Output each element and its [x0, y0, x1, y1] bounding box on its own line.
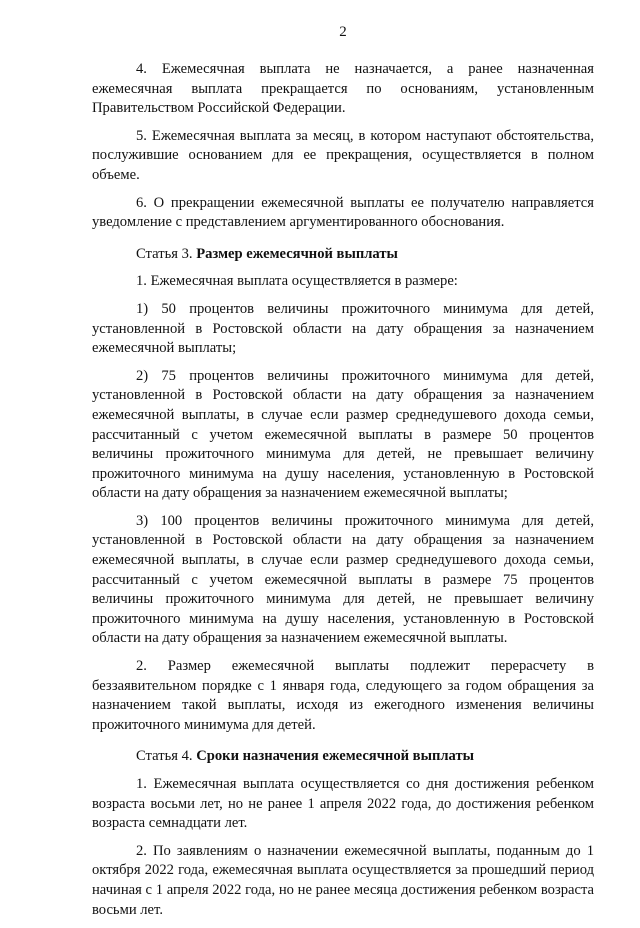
article4-item-2: 2. По заявлениям о назначении ежемесячной выплаты, поданным до 1 октября 2022 года, ежемесячная выплата осуществляется за прошедший период начиная с 1 апреля 2022 года, но не ранее месяца достижения ребенком возраста восьми лет.: [92, 842, 594, 918]
article3-prefix: Статья 3.: [136, 245, 193, 262]
article4-heading: [92, 747, 594, 767]
article4-item-1: 1. Ежемесячная выплата осуществляется со дня достижения ребенком возраста восьми лет, но не ранее 1 апреля 2022 года, до достижения ребенком возраста семнадцати лет.: [92, 776, 594, 832]
article3-item-1: 1. Ежемесячная выплата осуществляется в размере:: [136, 273, 458, 290]
page-number: 2: [339, 24, 347, 40]
article2-item-4: 4. Ежемесячная выплата не назначается, а ранее назначенная ежемесячная выплата прекращается по основаниям, установленным Правительством Российской Федерации.: [92, 61, 594, 117]
article3-subitem-3: 3) 100 процентов величины прожиточного минимума для детей, установленной в Ростовской области на дату обращения за назначением ежемесячной выплаты, в случае если размер среднедушевого дохода семьи, рассчитанный с учетом ежемесячной выплаты в размере 75 процентов величины прожиточного минимума для детей, не превышает величину прожиточного минимума на душу населения, установленную в Ростовской области на дату обращения за назначением ежемесячной выплаты.: [92, 512, 594, 647]
document-body: [92, 60, 594, 928]
article3-heading: [92, 245, 594, 265]
article2-item-5: 5. Ежемесячная выплата за месяц, в котором наступают обстоятельства, послужившие основанием для ее прекращения, осуществляется в полном объеме.: [92, 127, 594, 183]
article3-subitem-2: 2) 75 процентов величины прожиточного минимума для детей, установленной в Ростовской области на дату обращения за назначением ежемесячной выплаты, в случае если размер среднедушевого дохода семьи, рассчитанный с учетом ежемесячной выплаты в размере 50 процентов величины прожиточного минимума для детей, не превышает величину прожиточного минимума на душу населения, установленную в Ростовской области на дату обращения за назначением ежемесячной выплаты;: [92, 367, 594, 502]
article2-item-6: 6. О прекращении ежемесячной выплаты ее получателю направляется уведомление с представлением аргументированного обоснования.: [92, 194, 594, 231]
article3-title: Размер ежемесячной выплаты: [196, 245, 398, 262]
article4-prefix: Статья 4.: [136, 748, 193, 765]
article3-item-2: 2. Размер ежемесячной выплаты подлежит перерасчету в беззаявительном порядке с 1 января года, следующего за годом обращения за назначением такой выплаты, исходя из ежегодного изменения величины прожиточного минимума для детей.: [92, 658, 594, 733]
article4-title: Сроки назначения ежемесячной выплаты: [196, 748, 475, 765]
article3-subitem-1: 1) 50 процентов величины прожиточного минимума для детей, установленной в Ростовской области на дату обращения за назначением ежемесячной выплаты;: [92, 300, 594, 357]
